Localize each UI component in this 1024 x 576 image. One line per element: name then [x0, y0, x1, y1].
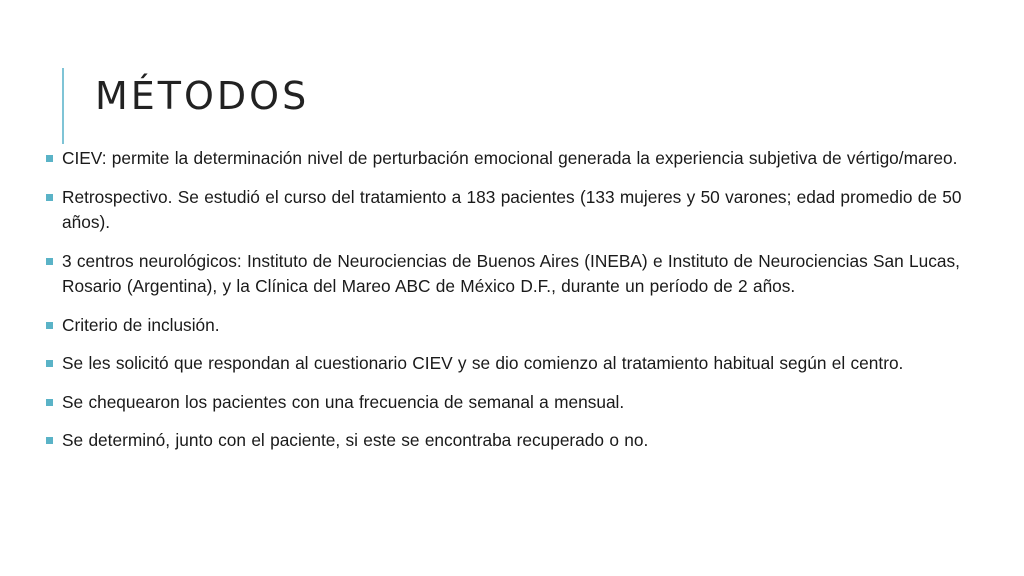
- bullet-text: Se les solicitó que respondan al cuestionario CIEV y se dio comienzo al tratamiento habitual según el centro.: [62, 353, 904, 373]
- bullet-item: [46, 249, 996, 300]
- bullet-text: Se chequearon los pacientes con una frecuencia de semanal a mensual.: [62, 391, 625, 412]
- bullet-text: Retrospectivo. Se estudió el curso del tratamiento a 183 pacientes (133 mujeres y 50 varones; edad promedio de 50 años).: [62, 186, 962, 232]
- bullet-square-icon: [46, 360, 53, 367]
- slide-title: MÉTODOS: [95, 74, 310, 118]
- bullet-item: [46, 351, 996, 377]
- bullet-item: [46, 146, 996, 172]
- bullet-square-icon: [46, 322, 53, 329]
- bullet-list: [46, 146, 996, 467]
- bullet-square-icon: [46, 155, 53, 162]
- bullet-text: CIEV: permite la determinación nivel de perturbación emocional generada la experiencia subjetiva de vértigo/mareo.: [62, 148, 958, 168]
- bullet-text: Criterio de inclusión.: [62, 314, 220, 335]
- bullet-item: [46, 185, 996, 236]
- bullet-square-icon: [46, 258, 53, 265]
- bullet-item: [46, 313, 996, 339]
- bullet-text: Se determinó, junto con el paciente, si este se encontraba recuperado o no.: [62, 430, 649, 450]
- bullet-text: 3 centros neurológicos: Instituto de Neurociencias de Buenos Aires (INEBA) e Instituto de Neurociencias San Lucas, Rosario (Argentina), y la Clínica del Mareo ABC de México D.F., durante un período de 2 años.: [62, 250, 960, 296]
- bullet-square-icon: [46, 399, 53, 406]
- bullet-item: [46, 390, 996, 416]
- bullet-square-icon: [46, 194, 53, 201]
- bullet-item: [46, 428, 996, 454]
- title-accent-line: [62, 68, 64, 144]
- bullet-square-icon: [46, 437, 53, 444]
